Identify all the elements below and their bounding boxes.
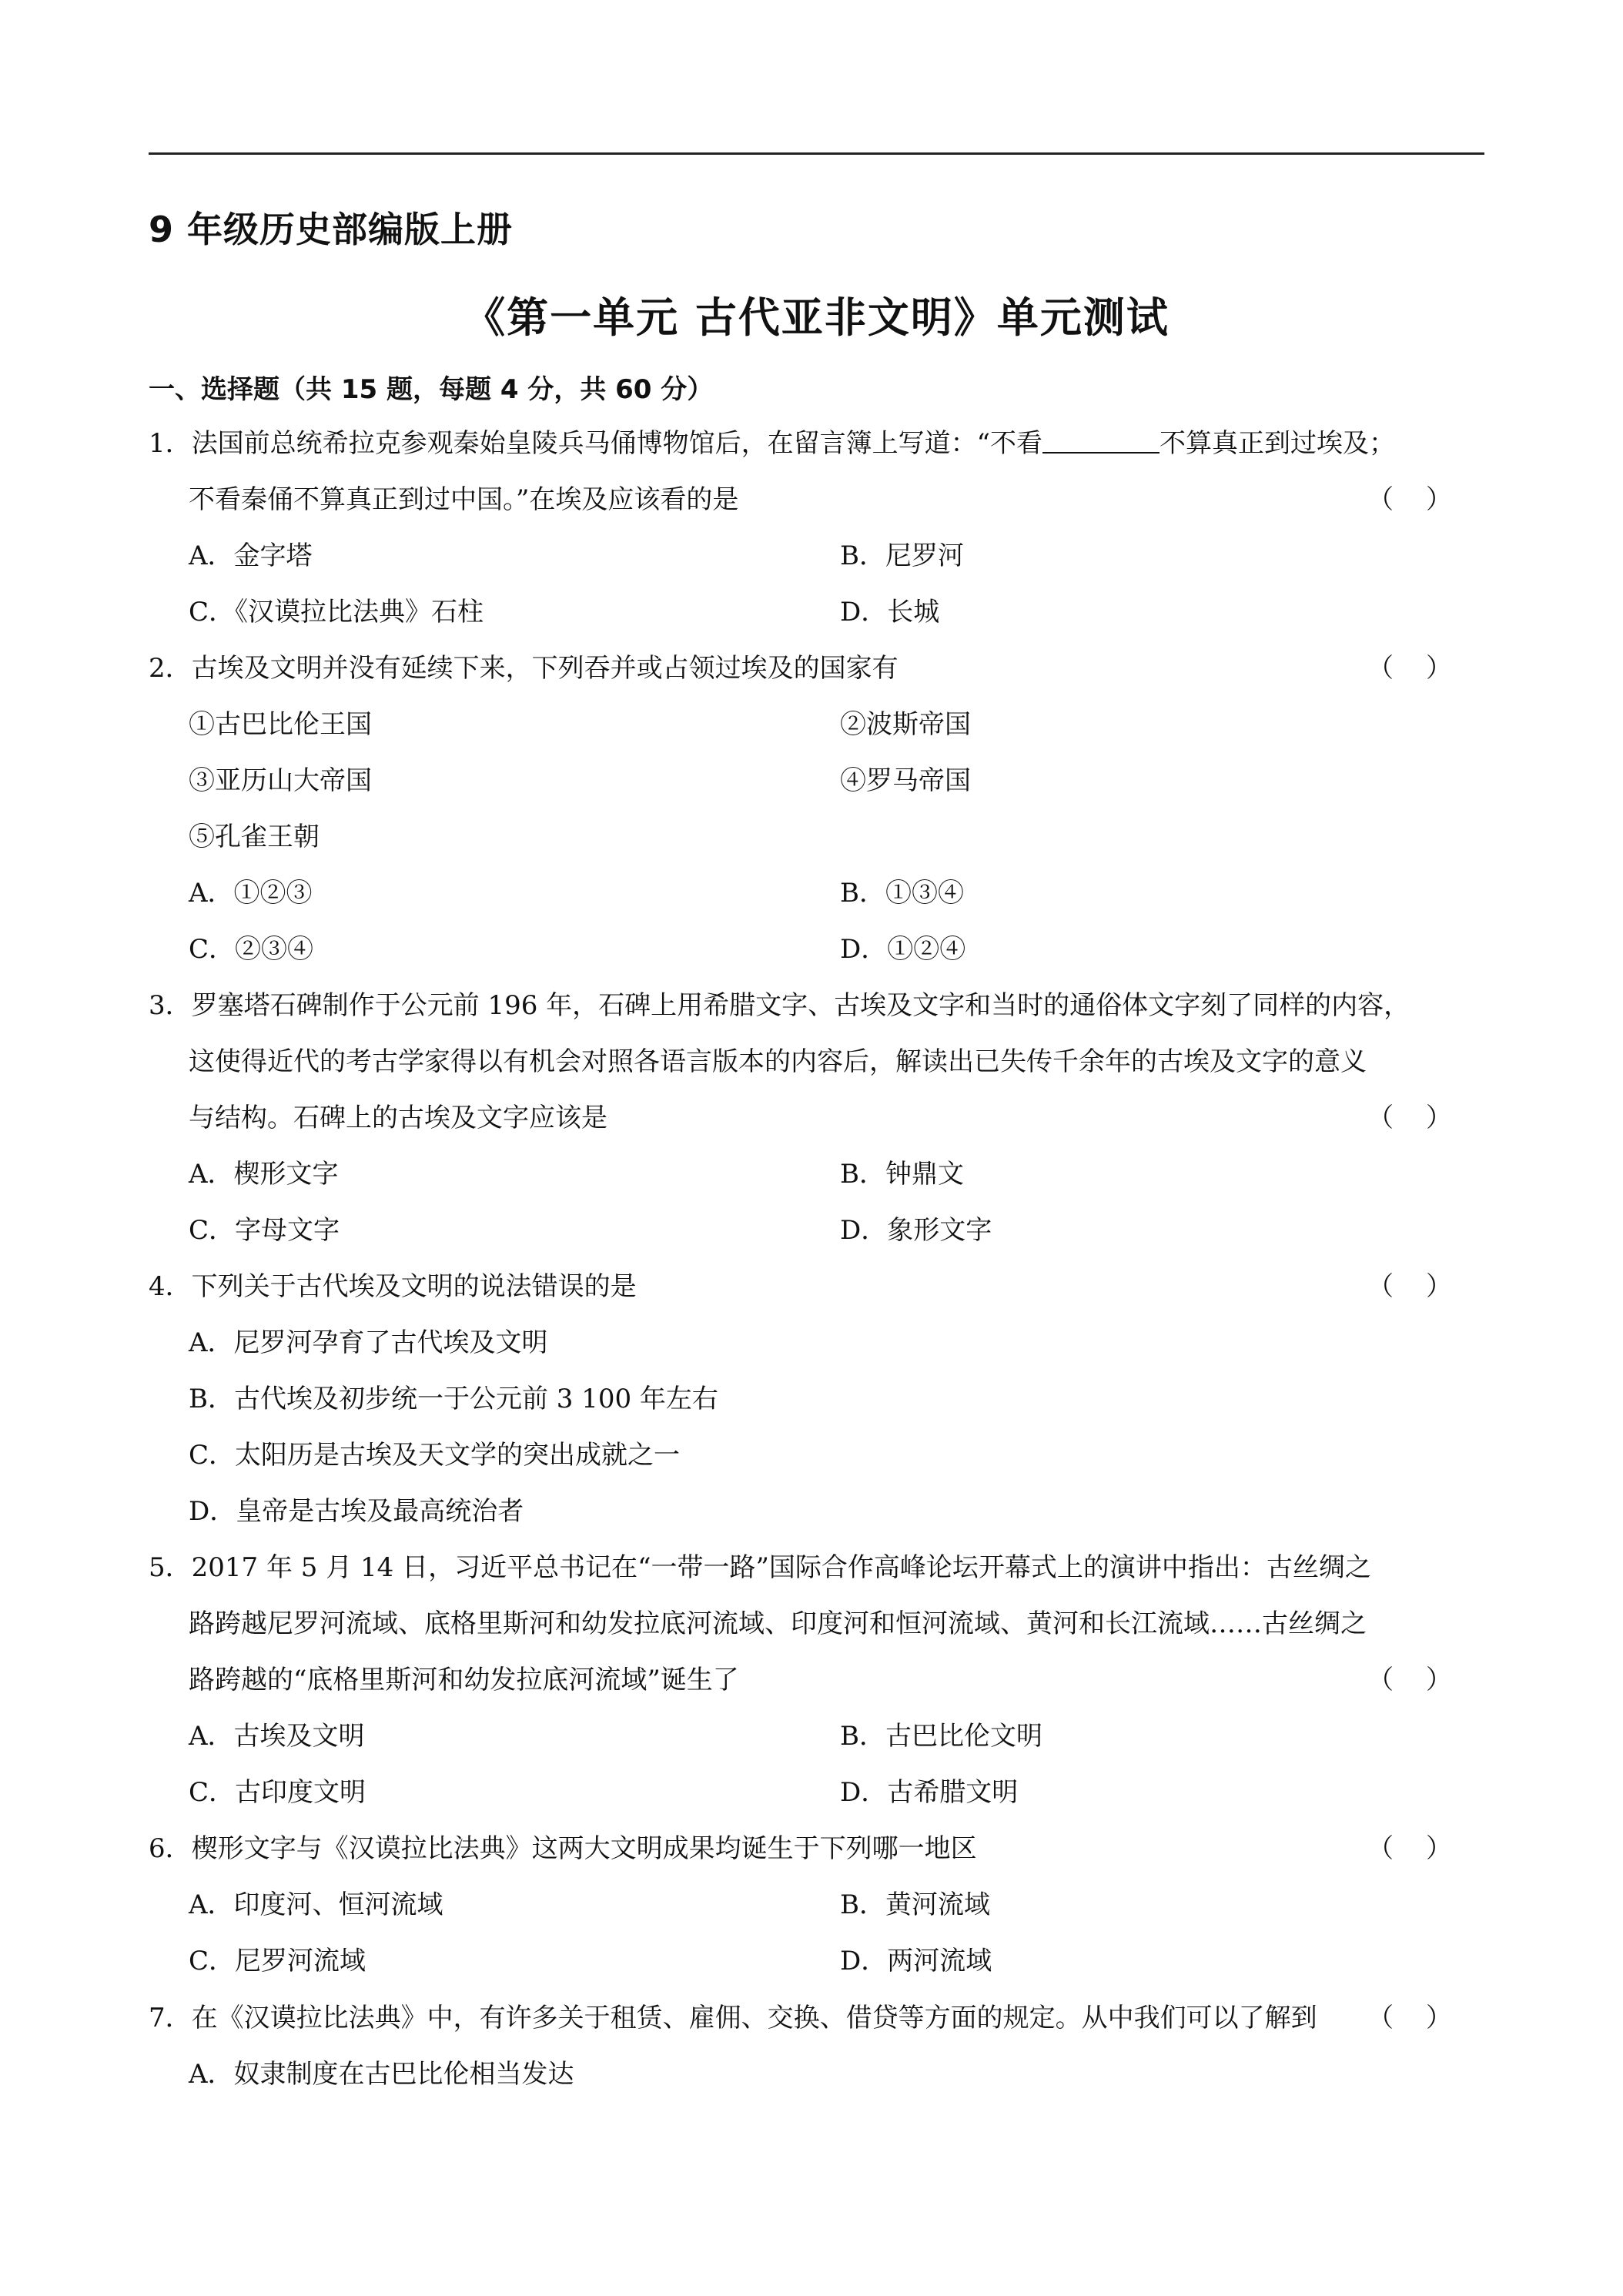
question-text: 在《汉谟拉比法典》中，有许多关于租赁、雇佣、交换、借贷等方面的规定。从中我们可以了解到 bbox=[191, 2003, 1317, 2033]
option-c[interactable]: C．②③④ bbox=[189, 934, 314, 965]
option-b[interactable]: B．古巴比伦文明 bbox=[840, 1721, 1042, 1752]
statement-item: ③亚历山大帝国 bbox=[189, 765, 372, 796]
option-d[interactable]: D．①②④ bbox=[840, 934, 966, 965]
question-number: 7． bbox=[149, 2003, 192, 2033]
question-7 bbox=[149, 1990, 1484, 2103]
question-number: 5． bbox=[149, 1552, 192, 1583]
option-d[interactable]: D．古希腊文明 bbox=[840, 1777, 1019, 1808]
section-heading: 一、选择题（共 15 题，每题 4 分，共 60 分） bbox=[149, 374, 714, 405]
option-b[interactable]: B．古代埃及初步统一于公元前 3 100 年左右 bbox=[189, 1384, 718, 1414]
question-text: 路跨越的“底格里斯河和幼发拉底河流域”诞生了 bbox=[189, 1665, 739, 1695]
question-text: 2017 年 5 月 14 日，习近平总书记在“一带一路”国际合作高峰论坛开幕式上的演讲中指出：古丝绸之 bbox=[191, 1552, 1371, 1583]
option-c[interactable]: C．字母文字 bbox=[189, 1215, 340, 1246]
answer-bracket[interactable]: （） bbox=[1367, 1103, 1484, 1133]
question-text: 路跨越尼罗河流域、底格里斯河和幼发拉底河流域、印度河和恒河流域、黄河和长江流域……古丝绸之 bbox=[189, 1608, 1367, 1639]
option-a[interactable]: A．印度河、恒河流域 bbox=[189, 1889, 443, 1920]
answer-bracket[interactable]: （） bbox=[1367, 2003, 1484, 2033]
answer-bracket[interactable]: （） bbox=[1367, 1271, 1484, 1302]
question-text: 楔形文字与《汉谟拉比法典》这两大文明成果均诞生于下列哪一地区 bbox=[191, 1833, 977, 1864]
option-a[interactable]: A．尼罗河孕育了古代埃及文明 bbox=[189, 1327, 548, 1358]
question-text: 不看秦俑不算真正到过中国。”在埃及应该看的是 bbox=[189, 484, 739, 515]
question-text: 法国前总统希拉克参观秦始皇陵兵马俑博物馆后，在留言簿上写道：“不看 bbox=[191, 428, 1043, 459]
option-c[interactable]: C．古印度文明 bbox=[189, 1777, 366, 1808]
question-text: 与结构。石碑上的古埃及文字应该是 bbox=[189, 1103, 607, 1133]
answer-bracket[interactable]: （） bbox=[1367, 653, 1484, 684]
option-b[interactable]: B．钟鼎文 bbox=[840, 1159, 964, 1190]
option-d[interactable]: D．长城 bbox=[840, 597, 940, 628]
question-text: 这使得近代的考古学家得以有机会对照各语言版本的内容后，解读出已失传千余年的古埃及文字的意义 bbox=[189, 1046, 1367, 1077]
header-rule bbox=[149, 152, 1484, 155]
answer-bracket[interactable]: （） bbox=[1367, 1665, 1484, 1695]
question-5 bbox=[149, 1540, 1484, 1821]
question-number: 3． bbox=[149, 990, 192, 1021]
question-number: 2． bbox=[149, 653, 192, 684]
option-a[interactable]: A．楔形文字 bbox=[189, 1159, 339, 1190]
option-b[interactable]: B．黄河流域 bbox=[840, 1889, 990, 1920]
question-text: 罗塞塔石碑制作于公元前 196 年，石碑上用希腊文字、古埃及文字和当时的通俗体文字刻了同样的内容， bbox=[191, 990, 1411, 1021]
option-a[interactable]: A．奴隶制度在古巴比伦相当发达 bbox=[189, 2059, 574, 2090]
question-3 bbox=[149, 978, 1484, 1259]
option-a[interactable]: A．古埃及文明 bbox=[189, 1721, 365, 1752]
question-1 bbox=[149, 416, 1484, 641]
option-c[interactable]: C．太阳历是古埃及天文学的突出成就之一 bbox=[189, 1440, 681, 1471]
option-b[interactable]: B．尼罗河 bbox=[840, 541, 964, 571]
answer-bracket[interactable]: （） bbox=[1367, 484, 1484, 515]
question-text: 古埃及文明并没有延续下来，下列吞并或占领过埃及的国家有 bbox=[191, 653, 899, 684]
question-6 bbox=[149, 1821, 1484, 1990]
option-d[interactable]: D．象形文字 bbox=[840, 1215, 992, 1246]
option-d[interactable]: D．皇帝是古埃及最高统治者 bbox=[189, 1496, 524, 1527]
grade-label: 9 年级历史部编版上册 bbox=[149, 209, 514, 250]
option-d[interactable]: D．两河流域 bbox=[840, 1946, 992, 1976]
question-text: 不算真正到过埃及； bbox=[1160, 428, 1396, 459]
question-4 bbox=[149, 1259, 1484, 1540]
option-a[interactable]: A．金字塔 bbox=[189, 541, 313, 571]
question-number: 1． bbox=[149, 428, 192, 459]
option-a[interactable]: A．①②③ bbox=[189, 878, 313, 909]
statement-item: ⑤孔雀王朝 bbox=[189, 822, 320, 852]
question-text: 下列关于古代埃及文明的说法错误的是 bbox=[191, 1271, 637, 1302]
answer-blank[interactable] bbox=[1042, 426, 1160, 454]
option-c[interactable]: C．尼罗河流域 bbox=[189, 1946, 366, 1976]
statement-item: ①古巴比伦王国 bbox=[189, 709, 372, 740]
question-2 bbox=[149, 641, 1484, 978]
option-b[interactable]: B．①③④ bbox=[840, 878, 964, 909]
statement-item: ②波斯帝国 bbox=[840, 709, 971, 740]
option-c[interactable]: C．《汉谟拉比法典》石柱 bbox=[189, 597, 484, 628]
question-number: 4． bbox=[149, 1271, 192, 1302]
answer-bracket[interactable]: （） bbox=[1367, 1833, 1484, 1864]
page-title: 《第一单元 古代亚非文明》单元测试 bbox=[463, 293, 1170, 342]
statement-item: ④罗马帝国 bbox=[840, 765, 971, 796]
question-number: 6． bbox=[149, 1833, 192, 1864]
